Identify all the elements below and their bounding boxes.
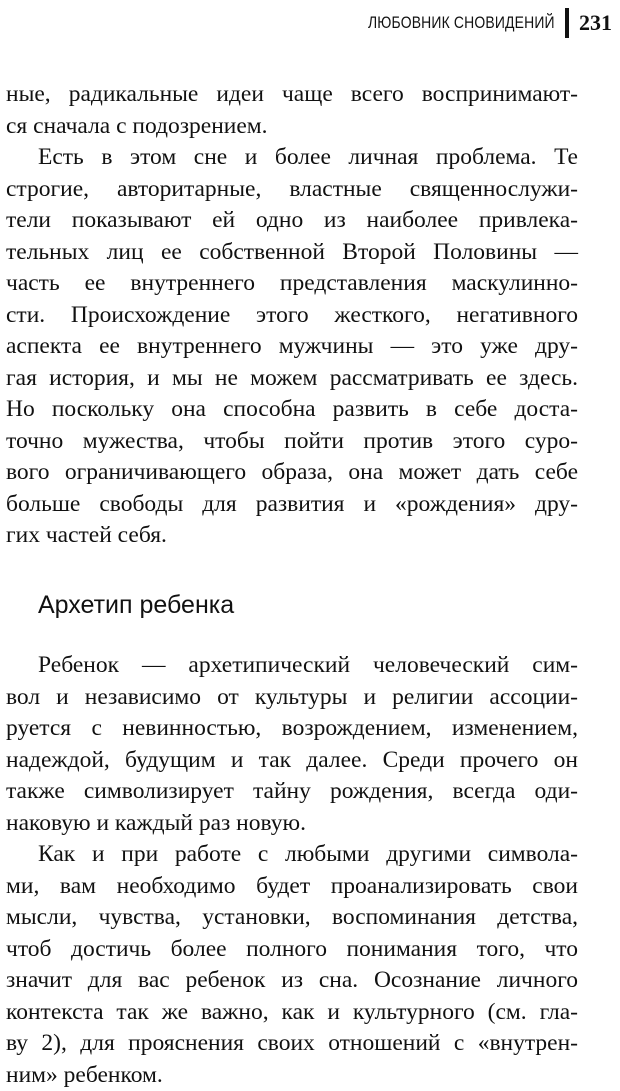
text-line: наковую и каждый раз новую. <box>6 808 578 840</box>
text-line: ся сначала с подозрением. <box>6 111 578 143</box>
text-line: вол и независимо от культуры и религии ассоции- <box>6 682 578 714</box>
text-line: ним» ребенком. <box>6 1060 578 1091</box>
text-line: мысли, чувства, установки, воспоминания детства, <box>6 902 578 934</box>
text-line: часть ее внутреннего представления маскулинно- <box>6 268 578 300</box>
text-line: Как и при работе с любыми другими символа- <box>6 839 578 871</box>
page-number: 231 <box>579 10 612 36</box>
text-line: ми, вам необходимо будет проанализировать свои <box>6 871 578 903</box>
text-line: сти. Происхождение этого жесткого, негативного <box>6 300 578 332</box>
text-line: руется с невинностью, возрождением, изменением, <box>6 713 578 745</box>
section-heading: Архетип ребенка <box>38 588 234 622</box>
text-line: Есть в этом сне и более личная проблема. Те <box>6 142 578 174</box>
text-line: тели показывают ей одно из наиболее привлека- <box>6 205 578 237</box>
text-line: ные, радикальные идеи чаще всего воспринимают- <box>6 79 578 111</box>
text-line: вого ограничивающего образа, она может дать себе <box>6 457 578 489</box>
text-line: аспекта ее внутреннего мужчины — это уже дру- <box>6 331 578 363</box>
text-line: больше свободы для развития и «рождения» дру- <box>6 489 578 521</box>
text-line: тельных лиц ее собственной Второй Половины — <box>6 237 578 269</box>
text-line: надеждой, будущим и так далее. Среди прочего он <box>6 745 578 777</box>
running-head <box>327 6 612 40</box>
text-line: значит для вас ребенок из сна. Осознание личного <box>6 965 578 997</box>
text-line: также символизирует тайну рождения, всегда оди- <box>6 776 578 808</box>
text-line: Ребенок — архетипический человеческий сим- <box>6 650 578 682</box>
text-line: точно мужества, чтобы пойти против этого суро- <box>6 426 578 458</box>
text-line: Но поскольку она способна развить в себе доста- <box>6 394 578 426</box>
paragraph-block-2 <box>6 650 578 1091</box>
text-line: гих частей себя. <box>6 520 578 552</box>
text-line: ву 2), для прояснения своих отношений с «внутрен- <box>6 1028 578 1060</box>
text-line: контекста так же важно, как и культурного (см. гла- <box>6 997 578 1029</box>
running-head-rule <box>565 8 569 38</box>
paragraph-block-1 <box>6 79 578 552</box>
text-line: чтоб достичь более полного понимания того, что <box>6 934 578 966</box>
text-line: гая история, и мы не можем рассматривать ее здесь. <box>6 363 578 395</box>
running-head-title: ЛЮБОВНИК СНОВИДЕНИЙ <box>368 13 555 33</box>
text-line: строгие, авторитарные, властные священнослужи- <box>6 174 578 206</box>
